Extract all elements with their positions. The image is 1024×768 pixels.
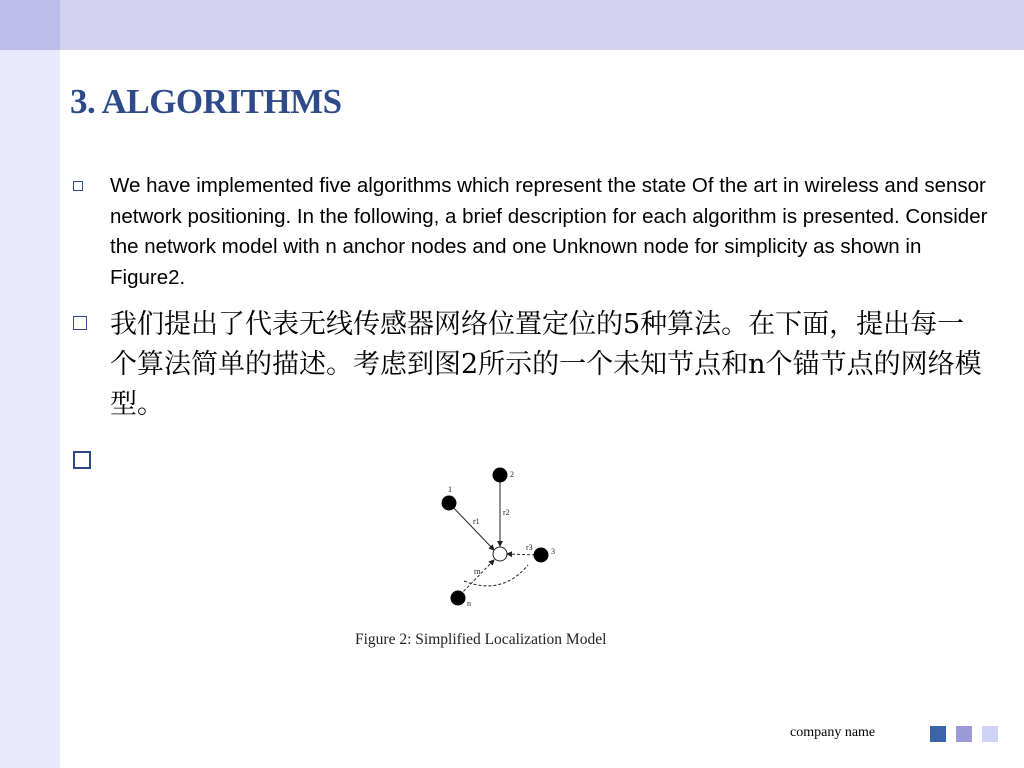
bullet-text-english: We have implemented five algorithms which represent the state Of the art in wireless and sensor network positioning. In the following, a brief description for each algorithm is presented. Consider the network model with n anchor nodes and one Unknown node for simplicity as shown in Figure2. [110,174,988,289]
slide-title: 3. ALGORITHMS [70,82,342,121]
footer-company-name: company name [790,725,876,740]
edge-rn [460,560,494,595]
square-bullet-icon [73,451,91,469]
footer-square-medium [956,726,972,742]
edge-label-r3: r3 [526,543,533,552]
node-label-n: n [467,599,471,608]
anchor-node-2 [493,468,508,483]
edge-label-rn: rn [474,567,481,576]
anchor-node-n [451,591,466,606]
edge-label-r1: r1 [473,517,480,526]
square-bullet-icon [73,181,83,191]
node-label-3: 3 [551,547,555,556]
footer-square-light [982,726,998,742]
anchor-node-3 [534,548,549,563]
figure-caption: Figure 2: Simplified Localization Model [355,631,607,648]
bullet-text-chinese: 我们提出了代表无线传感器网络位置定位的5种算法。在下面，提出每一个算法简单的描述。考虑到图2所示的一个未知节点和n个锚节点的网络模型。 [110,309,982,420]
unknown-node [493,547,507,561]
footer-square-dark [930,726,946,742]
header-band [0,0,1024,50]
localization-model-figure [430,462,590,612]
header-corner-block [0,0,60,50]
edge-label-r2: r2 [503,508,510,517]
anchor-node-1 [442,496,457,511]
node-label-1: 1 [448,485,452,494]
left-side-band [0,50,60,768]
square-bullet-icon [73,316,87,330]
edge-r1 [449,503,494,550]
node-label-2: 2 [510,470,514,479]
